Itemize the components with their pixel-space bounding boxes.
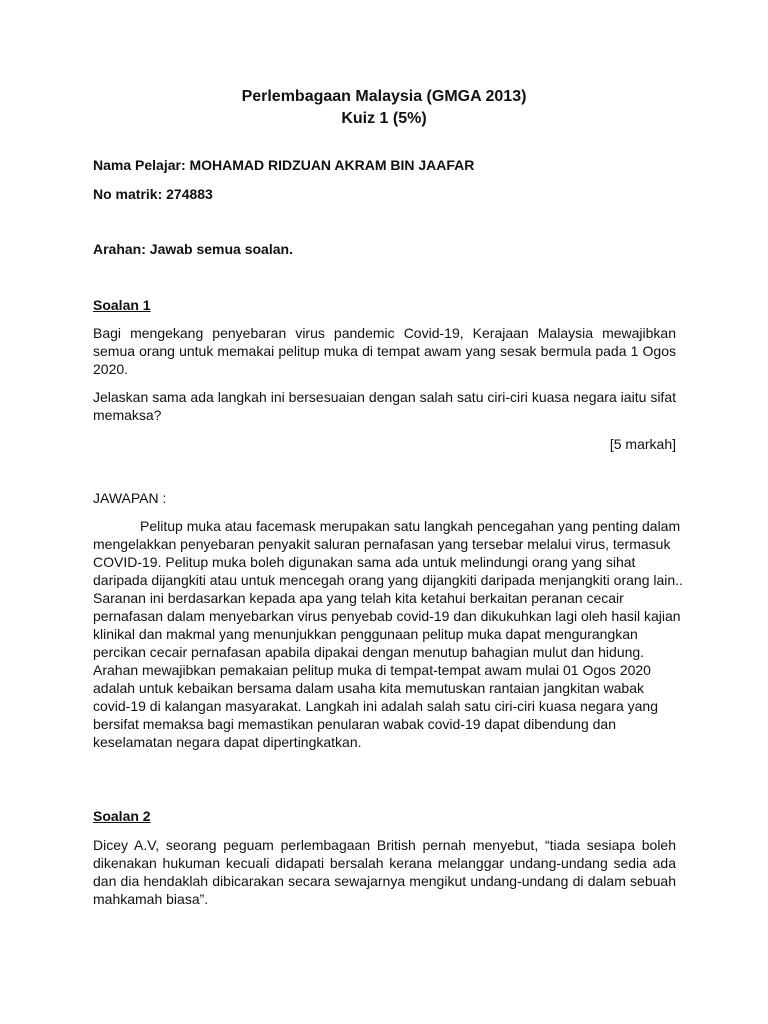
soalan-2-heading: Soalan 2	[93, 808, 151, 824]
soalan-2-paragraph-1: Dicey A.V, seorang peguam perlembagaan British pernah menyebut, “tiada sesiapa boleh dikenakan hukuman kecuali didapati bersalah kerana melanggar undang-undang sedia ada dan dia hendaklah dibicarakan secara sewajarnya mengikut undang-undang di dalam sebuah mahkamah biasa”.	[93, 837, 676, 907]
student-matric: No matrik: 274883	[93, 186, 213, 202]
soalan-1-marks: [5 markah]	[609, 436, 676, 452]
soalan-1-heading: Soalan 1	[93, 297, 151, 313]
soalan-1-paragraph-1: Bagi mengekang penyebaran virus pandemic Covid-19, Kerajaan Malaysia mewajibkan semua orang untuk memakai pelitup muka di tempat awam yang sesak bermula pada 1 Ogos 2020.	[93, 325, 676, 377]
instruction: Arahan: Jawab semua soalan.	[93, 241, 293, 257]
jawapan-text: Pelitup muka atau facemask merupakan satu langkah pencegahan yang penting dalam mengelakkan penyebaran penyakit saluran pernafasan yang tersebar melalui virus, termasuk COVID-19. Pelitup muka boleh digunakan sama ada untuk melindungi orang yang sihat daripada dijangkiti atau untuk mencegah orang yang dijangkiti daripada menjangkiti orang lain.. Saranan ini berdasarkan kepada apa yang telah kita ketahui berkaitan peranan cecair pernafasan dalam menyebarkan virus penyebab covid-19 dan dikukuhkan lagi oleh hasil kajian klinikal dan makmal yang menunjukkan penggunaan pelitup muka dapat mengurangkan percikan cecair pernafasan apabila dipakai dengan menutup bahagian mulut dan hidung. Arahan mewajibkan pemakaian pelitup muka di tempat-tempat awam mulai 01 Ogos 2020 adalah untuk kebaikan bersama dalam usaha kita memutuskan rantaian jangkitan wabak covid-19 di kalangan masyarakat. Langkah ini adalah salah satu ciri-ciri kuasa negara yang bersifat memaksa bagi memastikan penularan wabak covid-19 dapat dibendung dan keselamatan negara dapat dipertingkatkan.	[93, 518, 683, 750]
document-title: Perlembagaan Malaysia (GMGA 2013)	[241, 88, 527, 105]
document-subtitle: Kuiz 1 (5%)	[341, 110, 427, 127]
student-name: Nama Pelajar: MOHAMAD RIDZUAN AKRAM BIN JAAFAR	[93, 157, 475, 173]
jawapan-label: JAWAPAN :	[93, 490, 167, 506]
soalan-1-paragraph-2: Jelaskan sama ada langkah ini bersesuaian dengan salah satu ciri-ciri kuasa negara iaitu sifat memaksa?	[93, 389, 676, 423]
